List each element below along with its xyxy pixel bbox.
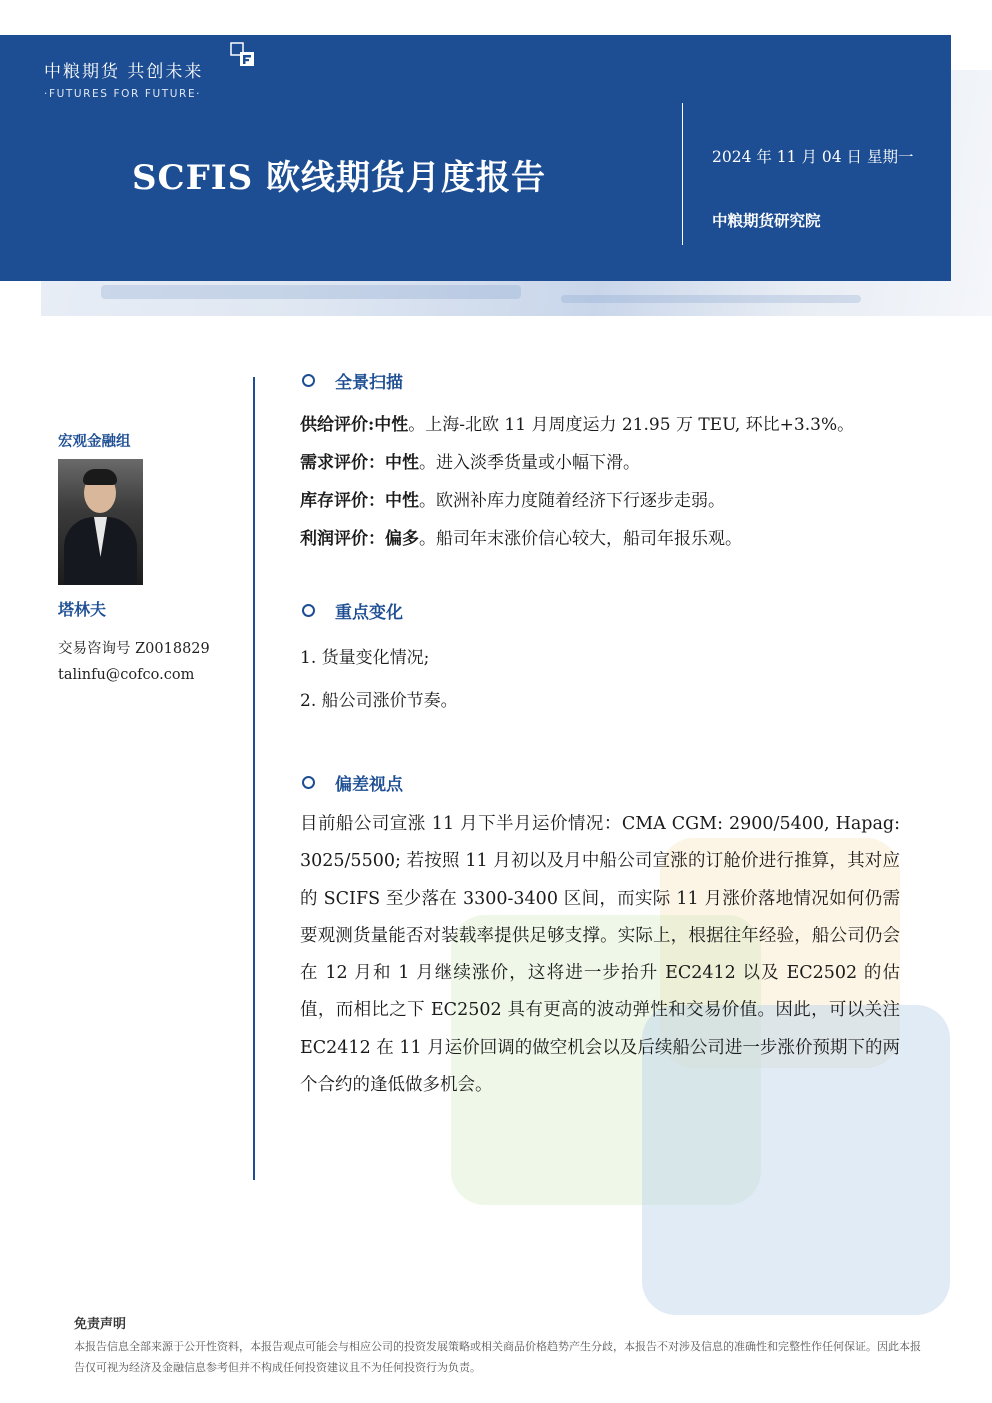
section-heading-changes	[302, 598, 403, 623]
header-divider	[682, 103, 683, 245]
disclaimer-title: 免责声明	[74, 1317, 127, 1332]
evaluation-profit	[300, 524, 742, 549]
logo-text-en: ·FUTURES FOR FUTURE·	[44, 88, 202, 100]
evaluation-label: 需求评价：	[300, 453, 385, 473]
department-label: 宏观金融组	[58, 433, 131, 450]
evaluation-text: 。欧洲补库力度随着经济下行逐步走弱。	[419, 491, 725, 511]
analyst-email-link[interactable]: talinfu@cofco.com	[58, 667, 195, 683]
analyst-license: 交易咨询号 Z0018829	[58, 641, 210, 657]
evaluation-label: 库存评价：	[300, 491, 385, 511]
section-title: 偏差视点	[335, 775, 403, 795]
evaluation-rating: 中性	[385, 491, 419, 511]
evaluation-label: 供给评价:	[300, 415, 375, 435]
evaluation-inventory	[300, 486, 725, 511]
list-item: 1. 货量变化情况;	[300, 648, 430, 668]
evaluation-text: 。进入淡季货量或小幅下滑。	[419, 453, 640, 473]
section-title: 全景扫描	[335, 373, 403, 393]
report-date: 2024 年 11 月 04 日 星期一	[712, 148, 914, 166]
evaluation-rating: 中性	[385, 453, 419, 473]
evaluation-rating: 中性	[374, 415, 409, 435]
column-divider	[253, 377, 255, 1180]
evaluation-text: 。船司年末涨价信心较大，船司年报乐观。	[419, 529, 742, 549]
report-title: SCFIS 欧线期货月度报告	[132, 158, 547, 198]
logo-text-cn: 中粮期货 共创未来	[44, 62, 204, 82]
circle-bullet-icon	[302, 374, 315, 387]
analyst-name: 塔林夫	[58, 600, 107, 619]
circle-bullet-icon	[302, 604, 315, 617]
evaluation-rating: 偏多	[385, 529, 419, 549]
list-item: 2. 船公司涨价节奏。	[300, 691, 458, 711]
section-title: 重点变化	[335, 603, 403, 623]
evaluation-label: 利润评价：	[300, 529, 385, 549]
evaluation-demand	[300, 448, 640, 473]
evaluation-supply	[300, 410, 854, 435]
company-logo	[44, 57, 203, 100]
disclaimer-text: 本报告信息全部来源于公开性资料，本报告观点可能会与相应公司的投资发展策略或相关商品价格趋势产生分歧，本报告不对涉及信息的准确性和完整性作任何保证。因此本报告仅可视为经济及金融信息参考但并不构成任何投资建议且不为任何投资行为负责。	[74, 1340, 921, 1374]
section-heading-deviation	[302, 770, 403, 795]
deviation-paragraph: 目前船公司宣涨 11 月下半月运价情况：CMA CGM: 2900/5400, Hapag: 3025/5500; 若按照 11 月初以及月中船公司宣涨的订舱价进行推算，其对应的 SCIFS 至少落在 3300-3400 区间，而实际 11 月涨价落地情况如何仍需要观测货量能否对装载率提供足够支撑。实际上，根据往年经验，船公司仍会在 12 月和 1 月继续涨价，这将进一步抬升 EC2412 以及 EC2502 的估值，而相比之下 EC2502 具有更高的波动弹性和交易价值。因此，可以关注 EC2412 在 11 月运价回调的做空机会以及后续船公司进一步涨价预期下的两个合约的逢低做多机会。	[300, 814, 900, 1096]
logo-mark-icon	[230, 42, 256, 70]
report-organization: 中粮期货研究院	[712, 211, 821, 230]
circle-bullet-icon	[302, 776, 315, 789]
analyst-avatar	[58, 459, 143, 585]
section-heading-overview	[302, 368, 403, 393]
evaluation-text: 。上海-北欧 11 月周度运力 21.95 万 TEU, 环比+3.3%。	[408, 415, 855, 435]
